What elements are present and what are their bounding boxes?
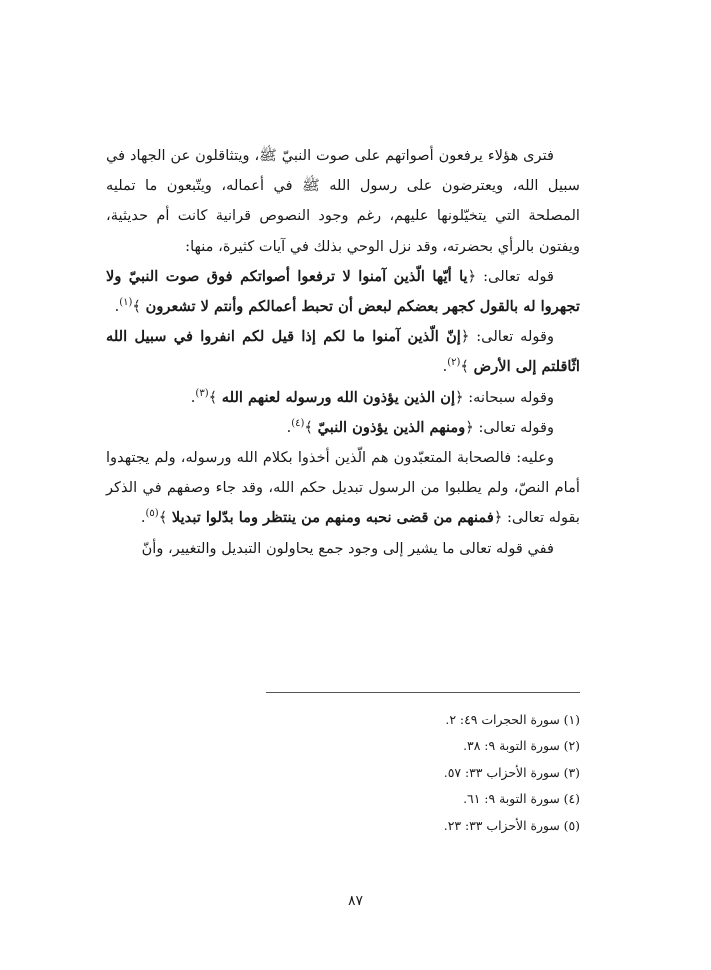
footnote-2: (٢) سورة التوبة ٩: ٣٨. bbox=[463, 738, 580, 754]
sentence-end: . bbox=[286, 418, 292, 436]
footnote-4: (٤) سورة التوبة ٩: ٦١. bbox=[463, 791, 580, 807]
quran-verse: يا أيّها الّذين آمنوا لا ترفعوا أصواتكم فوق صوت النبيّ ولا تجهروا له بالقول كجهر بعضكم لبعض أن تحبط أعمالكم وأنتم لا تشعرون bbox=[106, 267, 580, 316]
verse-close: ﴾ bbox=[208, 388, 218, 406]
footnote-marker-3[interactable]: (٣) bbox=[195, 387, 209, 399]
paragraph-1: فترى هؤلاء يرفعون أصواتهم على صوت النبيّ ﷺ، ويتثاقلون عن الجهاد في سبيل الله، ويعترضون على رسول الله ﷺ في أعماله، ويتّبعون ما تمليه المصلحة التي يتخيّلونها عليهم، رغم وجود النصوص قرانية كانت أم حديثية، ويفتون بالرأي بحضرته، وقد نزل الوحي بذلك في آيات كثيرة، منها: bbox=[106, 147, 580, 255]
quran-verse: إن الذين يؤذون الله ورسوله لعنهم الله bbox=[221, 388, 456, 406]
paragraph-3 bbox=[106, 322, 580, 382]
paragraph-2 bbox=[106, 262, 580, 322]
footnote-5: (٥) سورة الأحزاب ٣٣: ٢٣. bbox=[443, 817, 580, 833]
paragraph-4 bbox=[106, 383, 580, 413]
footnote-divider bbox=[266, 692, 580, 693]
verse-intro: وقوله تعالى: ﴿ bbox=[465, 418, 554, 436]
verse-intro: وقوله تعالى: ﴿ bbox=[460, 328, 554, 346]
paragraph-7: ففي قوله تعالى ما يشير إلى وجود جمع يحاولون التبديل والتغيير، وأنّ bbox=[141, 539, 554, 557]
quran-verse: فمنهم من قضى نحبه ومنهم من ينتظر وما بدّلوا تبديلا bbox=[171, 509, 494, 527]
sentence-end: . bbox=[140, 509, 146, 527]
footnotes bbox=[266, 707, 580, 839]
verse-close: ﴾ bbox=[132, 298, 141, 316]
page-number: ٨٧ bbox=[347, 893, 364, 909]
sentence-end: . bbox=[190, 388, 196, 406]
verse-intro: قوله تعالى: ﴿ bbox=[467, 267, 554, 285]
footnote-3: (٣) سورة الأحزاب ٣٣: ٥٧. bbox=[443, 764, 580, 780]
verse-close: ﴾ bbox=[304, 418, 313, 436]
quran-verse: إنّ الّذين آمنوا ما لكم إذا قيل لكم انفروا في سبيل الله اثّاقلتم إلى الأرض bbox=[106, 328, 580, 376]
quran-verse: ومنهم الذين يؤذون النبيّ bbox=[317, 418, 466, 436]
paragraph-text: وعليه: فالصحابة المتعبّدون هم الّذين أخذوا بكلام الله ورسوله، ولم يجتهدوا أمام النصّ، ولم يطلبوا من الرسول تبديل حكم الله، وقد جاء وصفهم في الذكر بقوله تعالى: ﴿ bbox=[106, 449, 580, 527]
footnote-marker-1[interactable]: (١) bbox=[119, 297, 133, 309]
verse-close: ﴾ bbox=[158, 509, 168, 527]
verse-close: ﴾ bbox=[460, 358, 469, 376]
verse-intro: وقوله سبحانه: ﴿ bbox=[455, 388, 554, 406]
sentence-end: . bbox=[114, 298, 120, 316]
paragraph-6 bbox=[106, 443, 580, 534]
sentence-end: . bbox=[442, 358, 448, 376]
footnote-1: (١) سورة الحجرات ٤٩: ٢. bbox=[445, 712, 580, 727]
footnote-marker-2[interactable]: (٢) bbox=[447, 357, 461, 369]
footnote-marker-4[interactable]: (٤) bbox=[291, 417, 305, 429]
footnote-marker-5[interactable]: (٥) bbox=[145, 508, 159, 520]
paragraph-5 bbox=[106, 413, 580, 443]
main-text bbox=[106, 141, 580, 564]
